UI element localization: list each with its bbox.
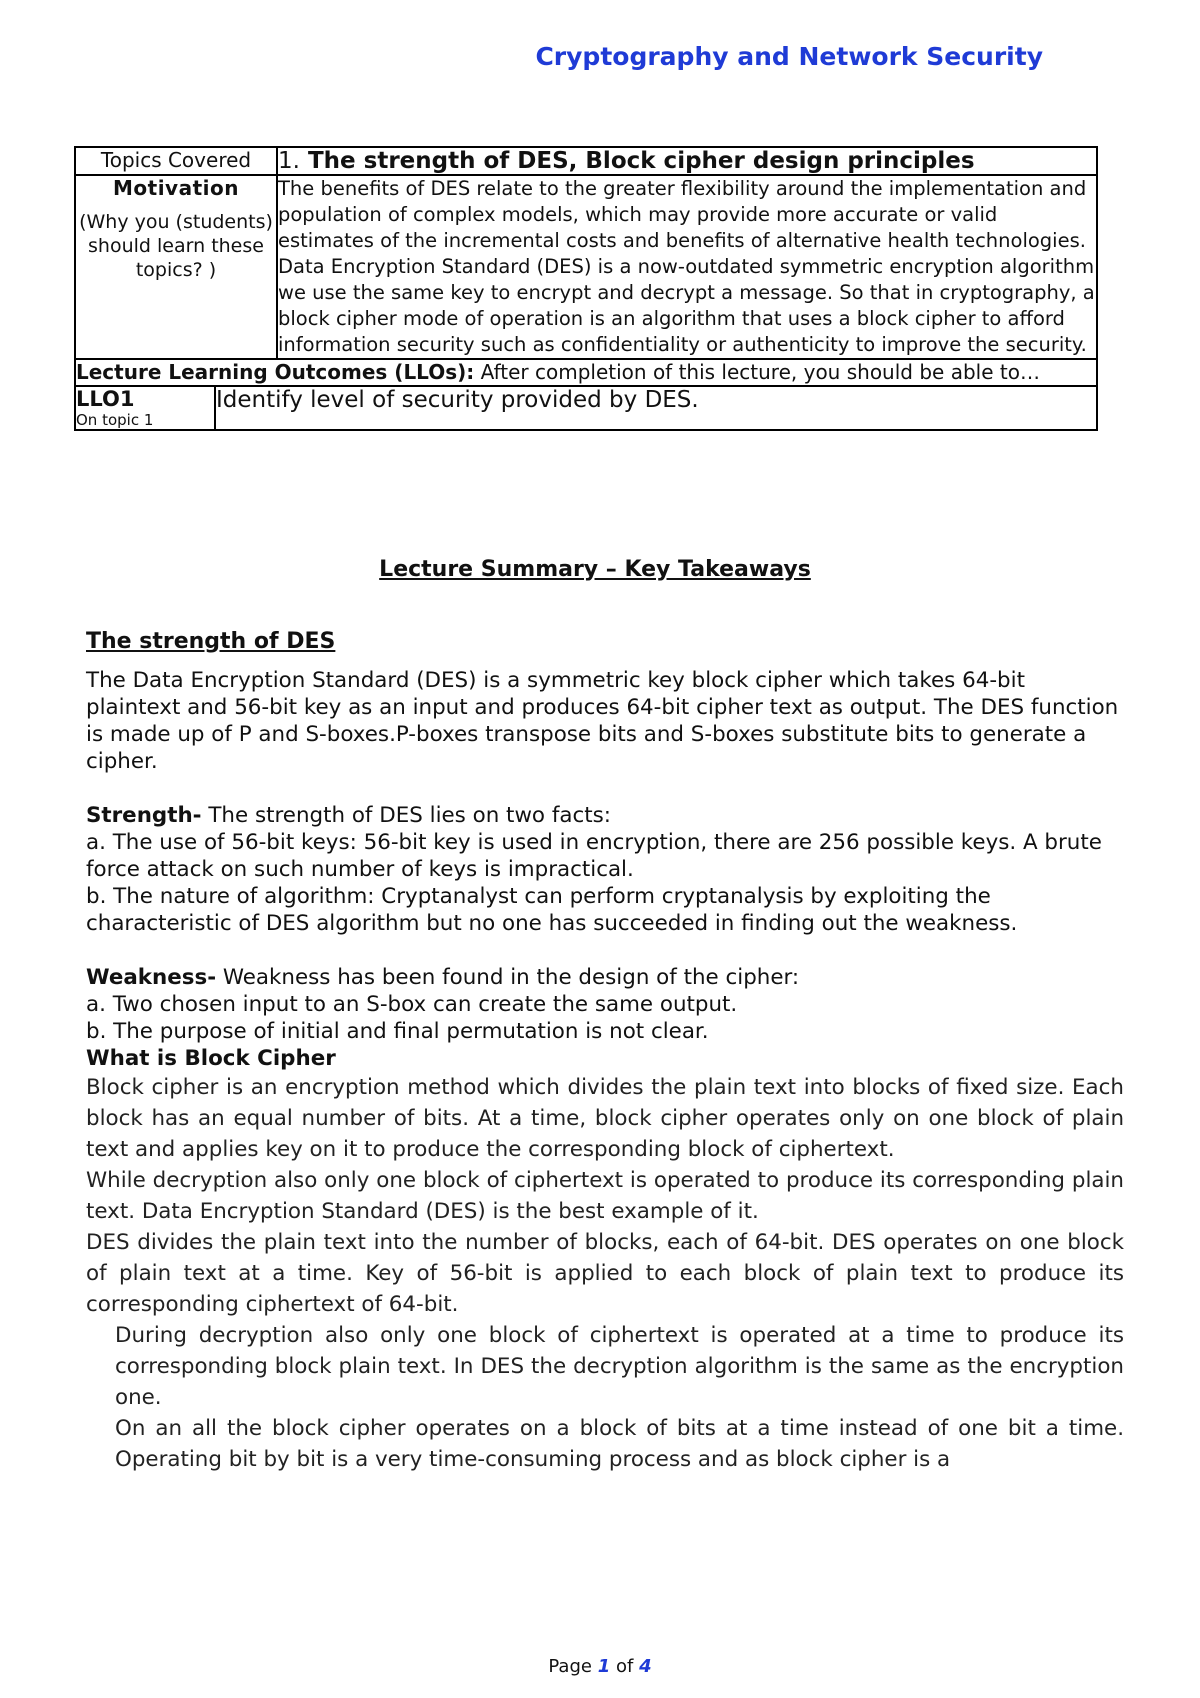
page-number: 1 [597,1656,611,1677]
strength-point-b: b. The nature of algorithm: Cryptanalyst can perform cryptanalysis by exploiting the characteristic of DES algorithm but no one has succeeded in finding out the weakness. [86,884,1018,936]
lecture-summary [86,556,1124,1475]
strength-label: Strength- [86,803,202,828]
topic-text: The strength of DES, Block cipher design principles [307,148,975,174]
block-cipher-paragraph-1: Block cipher is an encryption method which divides the plain text into blocks of fixed size. Each block has an equal number of bits. At a time, block cipher operates only on one block of plain text and applies key on it to produce the corresponding block of ciphertext. [86,1075,1124,1162]
llo-heading-row [75,359,1097,386]
block-cipher-paragraph-3: DES divides the plain text into the number of blocks, each of 64-bit. DES operates on one block of plain text at a time. Key of 56-bit is applied to each block of plain text to produce its corresponding ciphertext of 64-bit. [86,1230,1124,1317]
topic-title [277,147,1097,175]
topic-number: 1. [278,148,300,174]
topics-table [74,146,1098,431]
weakness-label: Weakness- [86,965,217,990]
llo-heading: Lecture Learning Outcomes (LLOs): [76,360,475,384]
llo1-text: Identify level of security provided by DES. [215,386,1097,430]
page-footer [0,1656,1200,1677]
block-cipher-paragraph-4: During decryption also only one block of ciphertext is operated at a time to produce its corresponding block plain text. In DES the decryption algorithm is the same as the encryption one. [115,1323,1124,1410]
weakness-point-b: b. The purpose of initial and final permutation is not clear. [86,1019,709,1044]
document-header-title: Cryptography and Network Security [535,42,1043,71]
summary-title: Lecture Summary – Key Takeaways [379,557,811,582]
llo1-topic: On topic 1 [76,411,154,429]
of-word: of [615,1656,634,1677]
block-cipher-paragraph-5: On an all the block cipher operates on a block of bits at a time instead of one bit a time. Operating bit by bit is a very time-consuming process and as block cipher is a [115,1416,1124,1472]
weakness-point-a: a. Two chosen input to an S-box can create the same output. [86,992,738,1017]
llo1-id: LLO1 [76,387,135,411]
des-intro-paragraph: The Data Encryption Standard (DES) is a symmetric key block cipher which takes 64-bit plaintext and 56-bit key as an input and produces 64-bit cipher text as output. The DES function is made up of P and S-boxes.P-boxes transpose bits and S-boxes substitute bits to generate a cipher. [86,668,1119,774]
motivation-cell [75,175,277,359]
block-cipher-title: What is Block Cipher [86,1046,336,1071]
page-total: 4 [639,1656,652,1677]
motivation-text [277,175,1097,359]
page-word: Page [548,1656,592,1677]
block-cipher-paragraph-2: While decryption also only one block of ciphertext is operated to produce its corresponding plain text. Data Encryption Standard (DES) is the best example of it. [86,1168,1124,1224]
topics-covered-label: Topics Covered [75,147,277,175]
weakness-text: Weakness has been found in the design of the cipher: [216,965,800,990]
llo-intro: After completion of this lecture, you should be able to… [474,360,1040,384]
weakness-line [86,964,1124,991]
strength-line [86,802,1124,829]
motivation-subtitle: (Why you (students) should learn these topics? ) [79,211,273,281]
motivation-paragraph-1: The benefits of DES relate to the greater flexibility around the implementation and population of complex models, which may provide more accurate or valid estimates of the incremental costs and benefits of alternative health technologies. [278,177,1087,252]
section-strength-of-des-title: The strength of DES [86,629,336,654]
strength-text: The strength of DES lies on two facts: [201,803,611,828]
strength-point-a: a. The use of 56-bit keys: 56-bit key is used in encryption, there are 256 possible keys. A brute force attack on such number of keys is impractical. [86,830,1102,882]
motivation-paragraph-2: Data Encryption Standard (DES) is a now-outdated symmetric encryption algorithm we use the same key to encrypt and decrypt a message. So that in cryptography, a block cipher mode of operation is an algorithm that uses a block cipher to afford information security such as confidentiality or authenticity to improve the security. [278,255,1095,356]
motivation-label: Motivation [113,176,239,200]
llo1-id-cell [75,386,215,430]
